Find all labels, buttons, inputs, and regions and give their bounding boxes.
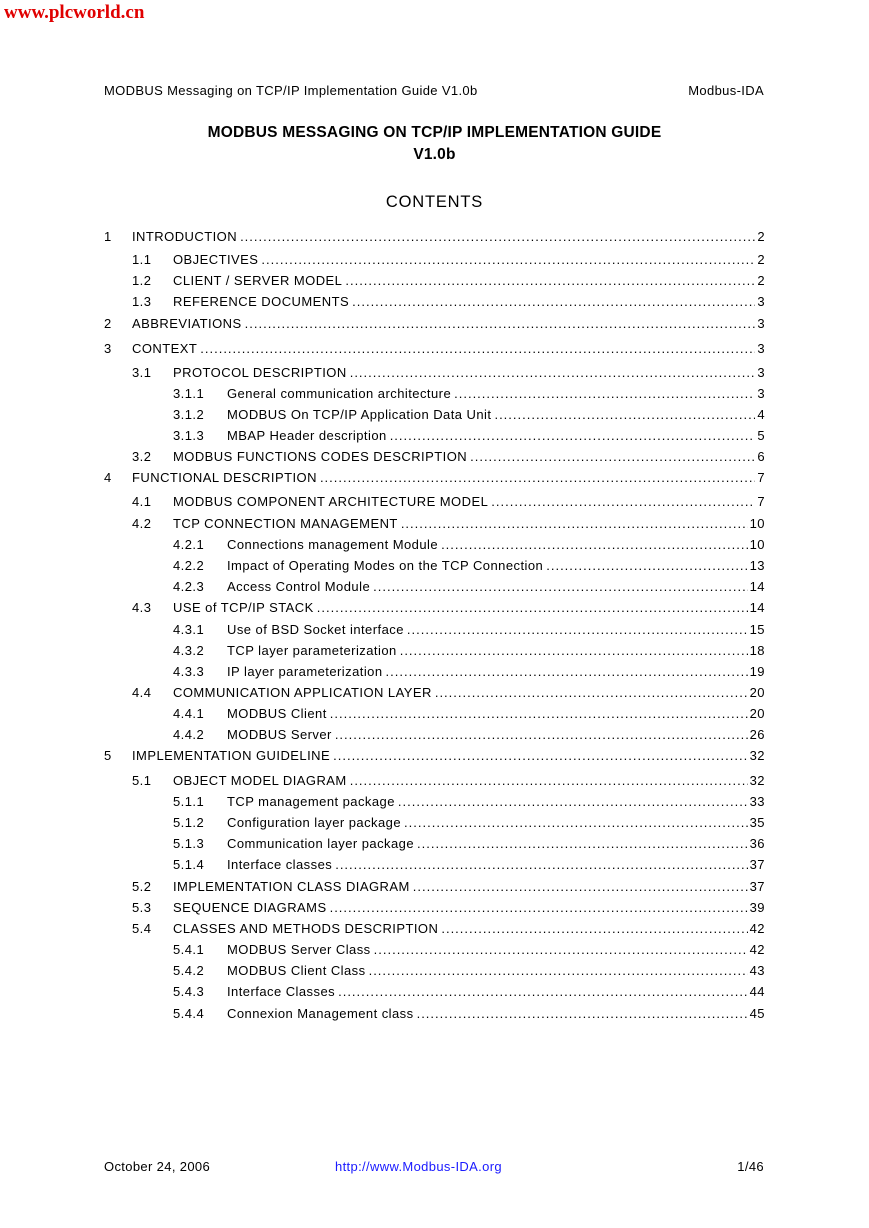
toc-entry-title: MODBUS Server Class — [227, 942, 371, 957]
toc-entry-page: 20 — [749, 706, 765, 721]
toc-entry-number: 3.1.2 — [173, 407, 205, 422]
toc-entry[interactable] — [173, 536, 765, 554]
footer-link[interactable]: http://www.Modbus-IDA.org — [335, 1159, 502, 1174]
toc-dot-leader — [261, 251, 755, 269]
toc-entry-body — [173, 684, 765, 702]
toc-entry-title: MODBUS FUNCTIONS CODES DESCRIPTION — [173, 449, 468, 464]
toc-dot-leader — [350, 772, 748, 790]
toc-dot-leader — [330, 705, 748, 723]
watermark-text: www.plcworld.cn — [4, 2, 145, 23]
toc-entry-body — [173, 599, 765, 617]
toc-entry-page: 43 — [749, 963, 765, 978]
toc-dot-leader — [345, 272, 755, 290]
toc-entry[interactable] — [173, 621, 765, 639]
toc-entry-title: FUNCTIONAL DESCRIPTION — [132, 470, 317, 485]
toc-entry-title: Connections management Module — [227, 537, 439, 552]
toc-entry[interactable] — [132, 515, 765, 533]
toc-entry-page: 37 — [749, 857, 765, 872]
toc-entry-number: 1.2 — [132, 273, 152, 288]
toc-entry-body — [173, 364, 765, 382]
toc-dot-leader — [417, 835, 748, 853]
toc-entry-number: 5.1 — [132, 773, 152, 788]
toc-entry-body — [227, 835, 765, 853]
toc-entry-page: 7 — [757, 470, 765, 485]
toc-entry[interactable] — [104, 315, 765, 333]
toc-entry-body — [227, 385, 765, 403]
toc-entry-number: 5.4.2 — [173, 963, 205, 978]
toc-entry-body — [227, 856, 765, 874]
toc-entry-number: 3.1.1 — [173, 386, 205, 401]
footer-page-number: 1/46 — [737, 1159, 764, 1174]
toc-entry-number: 5.4.4 — [173, 1006, 205, 1021]
toc-entry-page: 39 — [749, 900, 765, 915]
toc-dot-leader — [373, 578, 748, 596]
document-version: V1.0b — [413, 146, 456, 163]
toc-entry[interactable] — [132, 493, 765, 511]
toc-entry-title: OBJECTIVES — [173, 252, 259, 267]
toc-entry[interactable] — [104, 469, 765, 487]
toc-entry-page: 3 — [757, 341, 765, 356]
toc-entry-title: Interface classes — [227, 857, 333, 872]
toc-entry[interactable] — [104, 340, 765, 358]
toc-entry-number: 5.2 — [132, 879, 152, 894]
toc-dot-leader — [352, 293, 755, 311]
toc-entry-body — [173, 772, 765, 790]
toc-entry-title: COMMUNICATION APPLICATION LAYER — [173, 685, 432, 700]
toc-entry-number: 5.1.3 — [173, 836, 205, 851]
toc-entry-page: 3 — [757, 294, 765, 309]
toc-entry-number: 4.2 — [132, 516, 152, 531]
toc-dot-leader — [398, 793, 748, 811]
running-header-title: MODBUS Messaging on TCP/IP Implementation Guide V1.0b — [104, 83, 478, 98]
toc-entry-body — [173, 515, 765, 533]
toc-entry-number: 5.4.1 — [173, 942, 205, 957]
toc-entry-page: 2 — [757, 273, 765, 288]
toc-entry[interactable] — [173, 385, 765, 403]
toc-entry-title: TCP CONNECTION MANAGEMENT — [173, 516, 398, 531]
toc-entry-number: 4.4 — [132, 685, 152, 700]
toc-entry-body — [132, 340, 765, 358]
document-title: MODBUS MESSAGING ON TCP/IP IMPLEMENTATION GUIDE — [207, 124, 662, 141]
toc-entry-title: Configuration layer package — [227, 815, 402, 830]
toc-entry-body — [173, 920, 765, 938]
footer-date: October 24, 2006 — [104, 1159, 211, 1174]
toc-entry-number: 4.2.2 — [173, 558, 205, 573]
toc-dot-leader — [404, 814, 748, 832]
toc-dot-leader — [338, 983, 748, 1001]
toc-entry-number: 5.4 — [132, 921, 152, 936]
toc-dot-leader — [369, 962, 748, 980]
toc-entry-body — [227, 557, 765, 575]
toc-entry-title: SEQUENCE DIAGRAMS — [173, 900, 327, 915]
toc-entry-page: 5 — [757, 428, 765, 443]
toc-entry[interactable] — [173, 983, 765, 1001]
toc-entry-number: 1.1 — [132, 252, 152, 267]
toc-entry-body — [173, 272, 765, 290]
toc-entry[interactable] — [173, 814, 765, 832]
toc-entry-body — [132, 228, 765, 246]
toc-entry[interactable] — [132, 293, 765, 311]
toc-entry-title: MODBUS COMPONENT ARCHITECTURE MODEL — [173, 494, 489, 509]
toc-dot-leader — [491, 493, 755, 511]
toc-entry-page: 6 — [757, 449, 765, 464]
toc-entry-number: 1 — [104, 229, 112, 244]
contents-heading: CONTENTS — [385, 193, 484, 211]
toc-entry[interactable] — [132, 920, 765, 938]
toc-entry-body — [227, 1005, 765, 1023]
toc-entry-title: Communication layer package — [227, 836, 415, 851]
toc-entry-body — [173, 448, 765, 466]
toc-entry-body — [227, 793, 765, 811]
toc-entry-body — [227, 578, 765, 596]
toc-entry[interactable] — [173, 856, 765, 874]
toc-entry-body — [173, 899, 765, 917]
toc-entry[interactable] — [173, 705, 765, 723]
toc-entry-page: 4 — [757, 407, 765, 422]
toc-entry-title: MODBUS Server — [227, 727, 332, 742]
toc-entry-number: 5.1.2 — [173, 815, 205, 830]
toc-entry-page: 32 — [749, 748, 765, 763]
toc-entry-page: 13 — [749, 558, 765, 573]
toc-entry-page: 32 — [749, 773, 765, 788]
toc-entry-number: 5.1.1 — [173, 794, 205, 809]
toc-entry-body — [227, 705, 765, 723]
toc-dot-leader — [454, 385, 755, 403]
toc-entry-number: 4.3.1 — [173, 622, 205, 637]
toc-entry[interactable] — [132, 272, 765, 290]
toc-entry-title: INTRODUCTION — [132, 229, 238, 244]
toc-entry[interactable] — [173, 427, 765, 445]
toc-entry[interactable] — [132, 364, 765, 382]
toc-entry-page: 7 — [757, 494, 765, 509]
toc-dot-leader — [374, 941, 748, 959]
toc-entry-number: 3.1 — [132, 365, 152, 380]
toc-entry[interactable] — [132, 899, 765, 917]
toc-entry-page: 20 — [749, 685, 765, 700]
toc-dot-leader — [441, 920, 747, 938]
toc-dot-leader — [350, 364, 756, 382]
toc-dot-leader — [333, 747, 748, 765]
toc-entry-body — [227, 814, 765, 832]
toc-entry-page: 3 — [757, 386, 765, 401]
toc-entry-title: REFERENCE DOCUMENTS — [173, 294, 350, 309]
toc-entry-page: 18 — [749, 643, 765, 658]
toc-entry-body — [132, 469, 765, 487]
toc-entry-body — [227, 962, 765, 980]
toc-dot-leader — [390, 427, 756, 445]
toc-entry-number: 4.1 — [132, 494, 152, 509]
toc-entry-page: 42 — [749, 942, 765, 957]
toc-entry-body — [227, 536, 765, 554]
toc-entry-page: 2 — [757, 229, 765, 244]
toc-entry-page: 37 — [749, 879, 765, 894]
toc-dot-leader — [546, 557, 747, 575]
toc-entry-number: 5 — [104, 748, 112, 763]
toc-entry[interactable] — [173, 962, 765, 980]
toc-entry[interactable] — [132, 599, 765, 617]
toc-entry[interactable] — [173, 941, 765, 959]
toc-entry[interactable] — [173, 1005, 765, 1023]
toc-entry-body — [227, 663, 765, 681]
toc-entry-number: 5.1.4 — [173, 857, 205, 872]
toc-entry-title: CONTEXT — [132, 341, 198, 356]
toc-entry-body — [227, 427, 765, 445]
toc-entry[interactable] — [173, 726, 765, 744]
toc-entry-body — [227, 726, 765, 744]
toc-entry[interactable] — [132, 448, 765, 466]
toc-entry-title: IMPLEMENTATION GUIDELINE — [132, 748, 331, 763]
toc-dot-leader — [200, 340, 755, 358]
toc-entry-page: 33 — [749, 794, 765, 809]
toc-dot-leader — [240, 228, 755, 246]
toc-entry-page: 45 — [749, 1006, 765, 1021]
toc-entry-body — [227, 621, 765, 639]
toc-entry-body — [227, 941, 765, 959]
toc-entry[interactable] — [173, 578, 765, 596]
toc-entry-body — [132, 747, 765, 765]
toc-dot-leader — [317, 599, 748, 617]
toc-dot-leader — [470, 448, 755, 466]
toc-dot-leader — [401, 515, 748, 533]
toc-entry[interactable] — [132, 251, 765, 269]
toc-entry-body — [227, 406, 765, 424]
toc-dot-leader — [320, 469, 755, 487]
toc-entry-page: 2 — [757, 252, 765, 267]
toc-entry-page: 36 — [749, 836, 765, 851]
toc-entry[interactable] — [173, 835, 765, 853]
toc-entry-page: 42 — [749, 921, 765, 936]
toc-entry[interactable] — [104, 228, 765, 246]
toc-entry[interactable] — [132, 684, 765, 702]
toc-entry-title: PROTOCOL DESCRIPTION — [173, 365, 347, 380]
toc-entry-body — [173, 293, 765, 311]
toc-entry-number: 5.3 — [132, 900, 152, 915]
toc-entry-title: IP layer parameterization — [227, 664, 383, 679]
toc-entry[interactable] — [104, 747, 765, 765]
toc-entry-number: 3 — [104, 341, 112, 356]
toc-entry-title: MODBUS On TCP/IP Application Data Unit — [227, 407, 492, 422]
toc-entry-page: 26 — [749, 727, 765, 742]
toc-entry-number: 4.2.3 — [173, 579, 205, 594]
toc-entry-title: TCP layer parameterization — [227, 643, 397, 658]
toc-entry-page: 10 — [749, 516, 765, 531]
toc-entry-number: 1.3 — [132, 294, 152, 309]
toc-entry-number: 5.4.3 — [173, 984, 205, 999]
toc-entry-page: 14 — [749, 600, 765, 615]
toc-entry-number: 4.3.2 — [173, 643, 205, 658]
toc-dot-leader — [335, 856, 747, 874]
toc-entry-title: Interface Classes — [227, 984, 336, 999]
toc-dot-leader — [330, 899, 748, 917]
toc-entry-title: OBJECT MODEL DIAGRAM — [173, 773, 347, 788]
toc-entry-body — [132, 315, 765, 333]
toc-entry[interactable] — [173, 557, 765, 575]
toc-entry-page: 3 — [757, 316, 765, 331]
toc-entry-title: CLASSES AND METHODS DESCRIPTION — [173, 921, 439, 936]
toc-entry[interactable] — [132, 878, 765, 896]
toc-entry-page: 19 — [749, 664, 765, 679]
toc-entry-page: 44 — [749, 984, 765, 999]
toc-dot-leader — [386, 663, 748, 681]
toc-entry-page: 15 — [749, 622, 765, 637]
toc-entry-page: 3 — [757, 365, 765, 380]
toc-entry-number: 4.4.1 — [173, 706, 205, 721]
toc-entry-number: 2 — [104, 316, 112, 331]
toc-entry-title: General communication architecture — [227, 386, 452, 401]
toc-entry-page: 14 — [749, 579, 765, 594]
toc-entry-page: 35 — [749, 815, 765, 830]
toc-entry-body — [227, 983, 765, 1001]
toc-entry-title: MODBUS Client Class — [227, 963, 366, 978]
toc-entry-title: MODBUS Client — [227, 706, 327, 721]
toc-entry-number: 3.2 — [132, 449, 152, 464]
toc-dot-leader — [435, 684, 748, 702]
toc-entry-number: 4.2.1 — [173, 537, 205, 552]
toc-entry-title: Access Control Module — [227, 579, 371, 594]
toc-entry-page: 10 — [749, 537, 765, 552]
toc-entry-body — [227, 642, 765, 660]
toc-entry-title: Use of BSD Socket interface — [227, 622, 404, 637]
toc-entry-number: 4.4.2 — [173, 727, 205, 742]
toc-dot-leader — [494, 406, 755, 424]
toc-dot-leader — [400, 642, 748, 660]
toc-entry[interactable] — [173, 793, 765, 811]
toc-entry-number: 4 — [104, 470, 112, 485]
toc-dot-leader — [417, 1005, 748, 1023]
toc-dot-leader — [245, 315, 756, 333]
toc-entry-body — [173, 878, 765, 896]
toc-entry[interactable] — [173, 663, 765, 681]
toc-entry-title: TCP management package — [227, 794, 395, 809]
toc-entry[interactable] — [173, 642, 765, 660]
toc-entry-number: 4.3 — [132, 600, 152, 615]
running-header-org: Modbus-IDA — [688, 83, 764, 98]
toc-entry-body — [173, 493, 765, 511]
toc-entry-title: ABBREVIATIONS — [132, 316, 242, 331]
toc-entry-title: IMPLEMENTATION CLASS DIAGRAM — [173, 879, 410, 894]
toc-entry-title: Impact of Operating Modes on the TCP Connection — [227, 558, 544, 573]
toc-entry-title: MBAP Header description — [227, 428, 387, 443]
toc-dot-leader — [335, 726, 748, 744]
toc-entry-title: CLIENT / SERVER MODEL — [173, 273, 343, 288]
toc-dot-leader — [441, 536, 748, 554]
toc-entry[interactable] — [132, 772, 765, 790]
toc-entry-number: 4.3.3 — [173, 664, 205, 679]
toc-dot-leader — [413, 878, 748, 896]
toc-entry-title: Connexion Management class — [227, 1006, 414, 1021]
toc-dot-leader — [407, 621, 748, 639]
toc-entry-title: USE of TCP/IP STACK — [173, 600, 314, 615]
toc-entry-body — [173, 251, 765, 269]
toc-entry[interactable] — [173, 406, 765, 424]
toc-entry-number: 3.1.3 — [173, 428, 205, 443]
